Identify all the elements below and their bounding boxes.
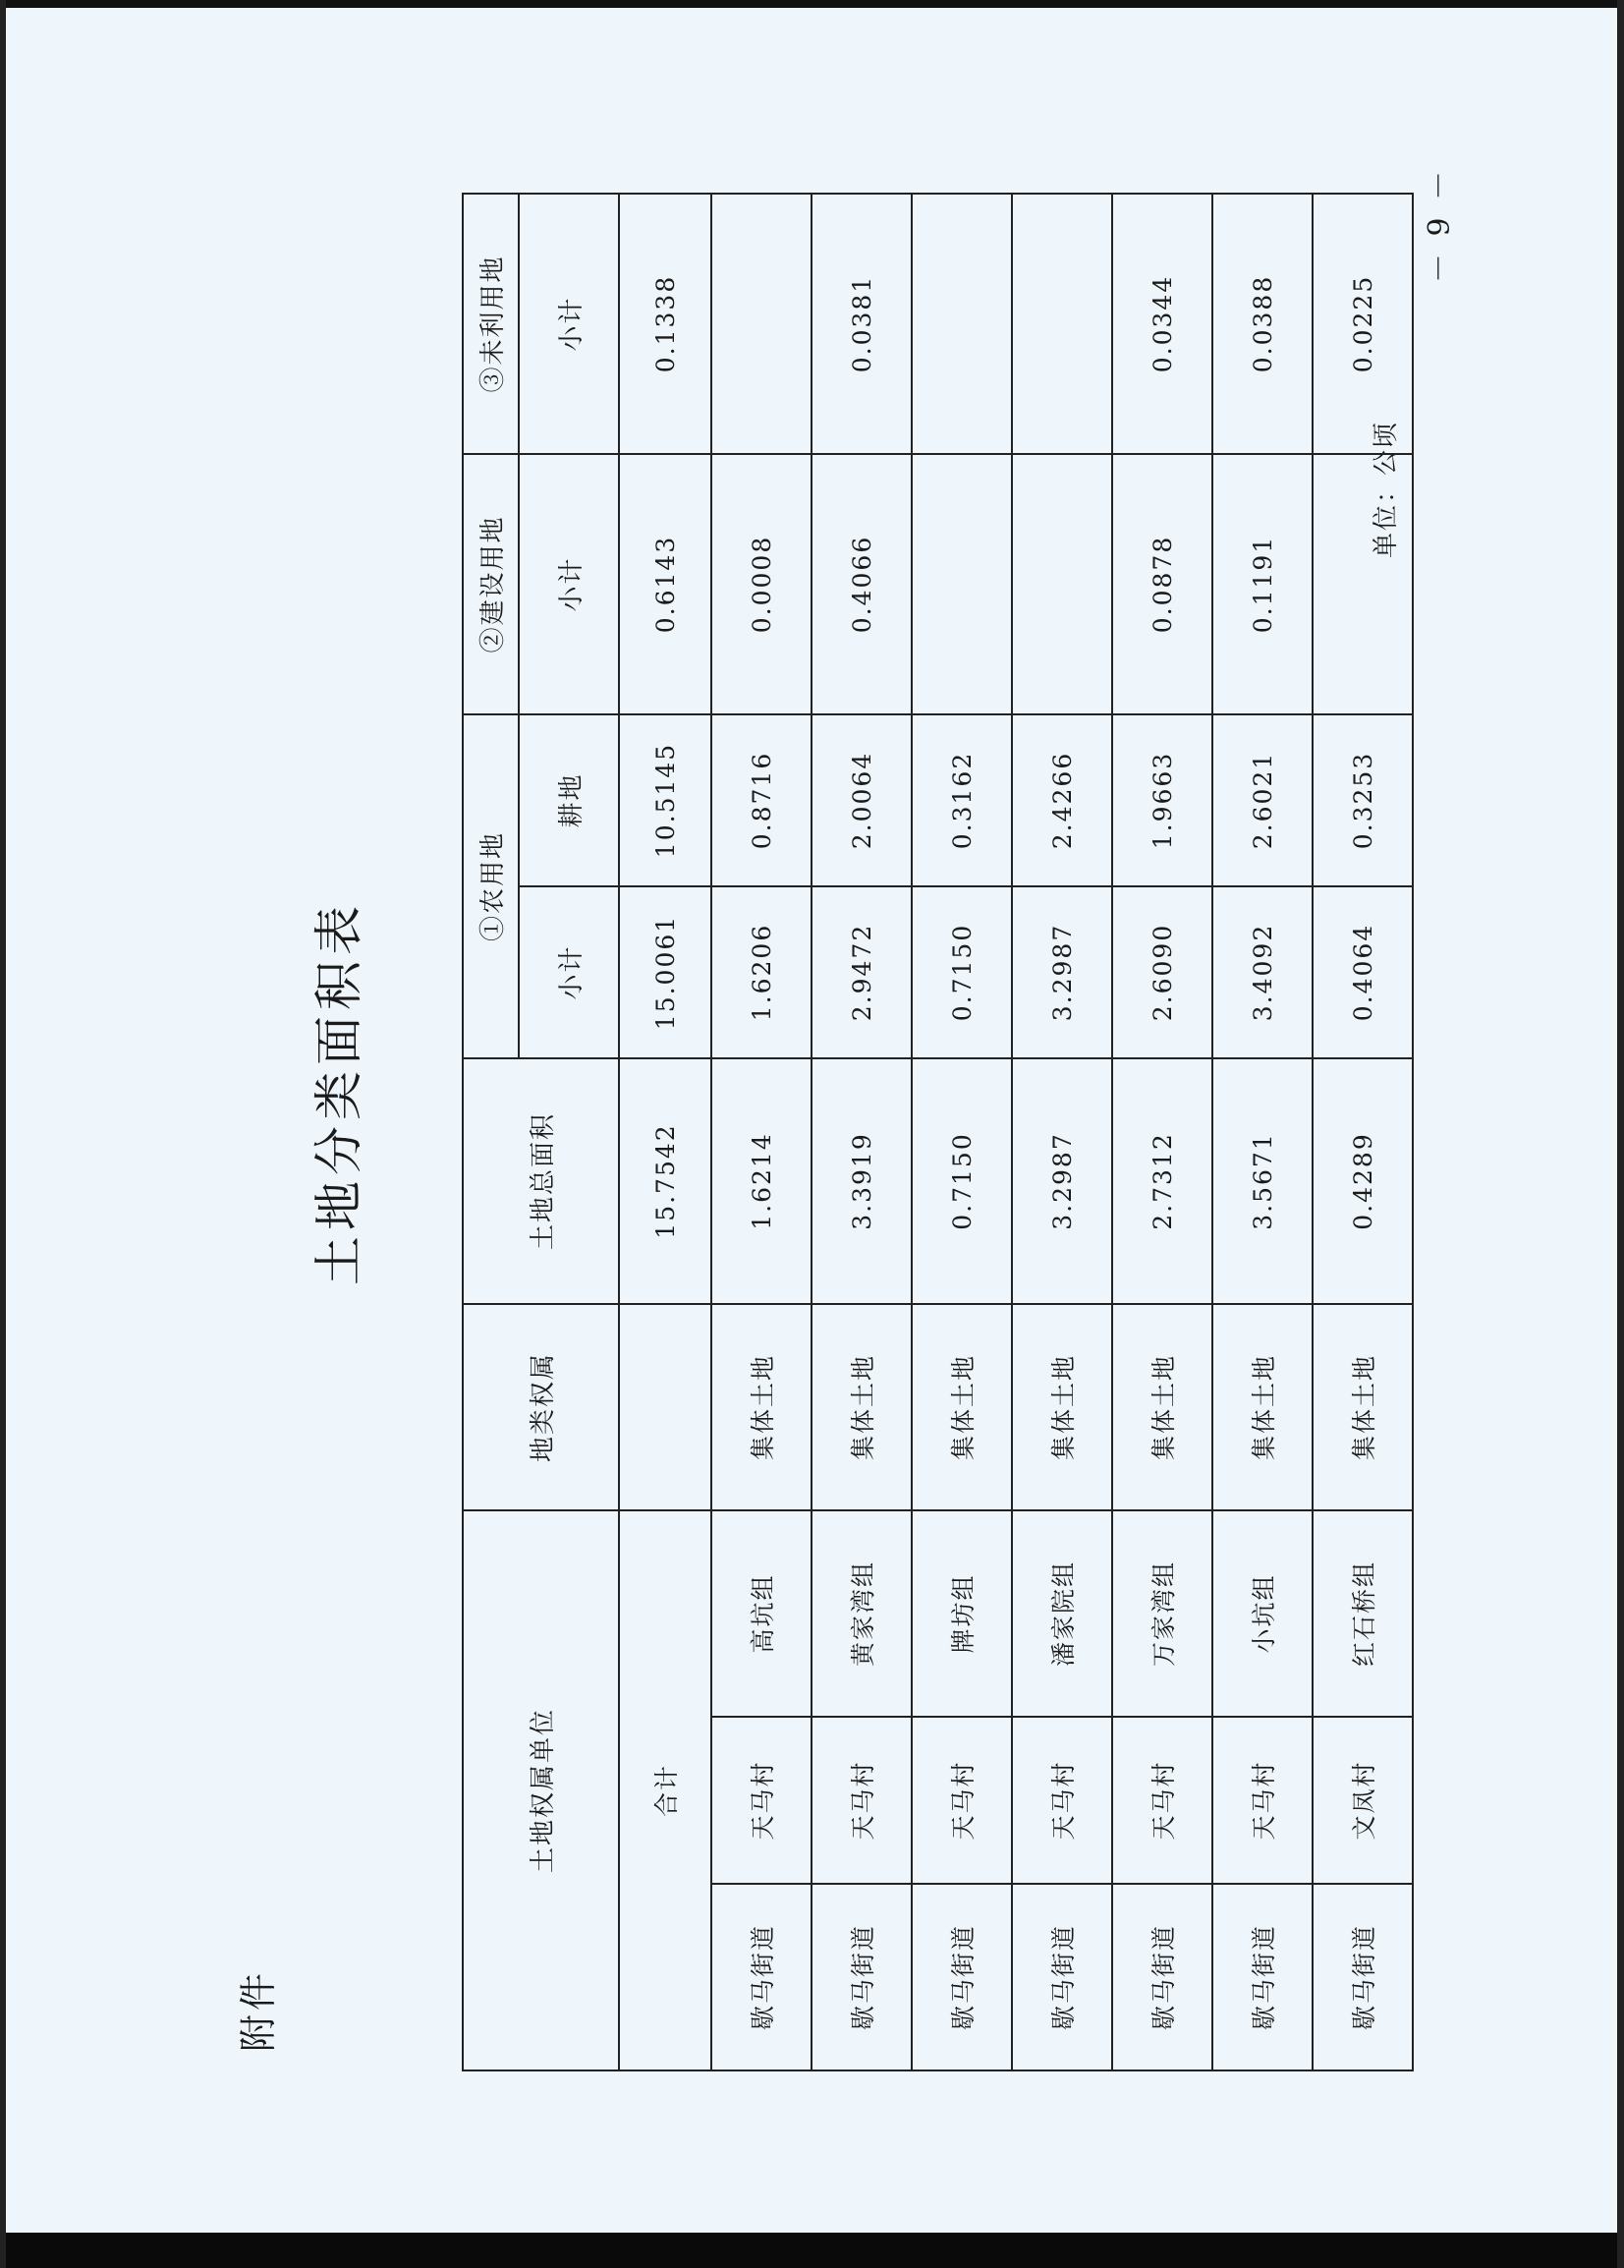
village-cell: 天马村 [1212, 1717, 1313, 1884]
table-row [1313, 194, 1413, 2070]
agri-subtotal-cell: 3.2987 [1012, 886, 1112, 1058]
page-number: － 9 － [1423, 166, 1457, 283]
unused-subtotal-cell [912, 194, 1012, 454]
header-construction-land: ②建设用地 [463, 454, 519, 714]
unused-subtotal-cell: 0.0388 [1212, 194, 1313, 454]
header-unused-subtotal: 小计 [519, 194, 619, 454]
table-row [1212, 194, 1313, 2070]
group-cell: 潘家院组 [1012, 1510, 1112, 1717]
header-total-area: 土地总面积 [463, 1058, 619, 1304]
construction-subtotal-cell: 0.1191 [1212, 454, 1313, 714]
table-row [812, 194, 912, 2070]
village-cell: 文凤村 [1313, 1717, 1413, 1884]
village-cell: 天马村 [912, 1717, 1012, 1884]
cultivated-cell: 0.3253 [1313, 714, 1413, 886]
agri-subtotal-cell: 0.4064 [1313, 886, 1413, 1058]
street-cell: 歇马街道 [1012, 1884, 1112, 2070]
cultivated-cell: 2.0064 [812, 714, 912, 886]
group-cell: 万家湾组 [1112, 1510, 1212, 1717]
cultivated-cell: 2.4266 [1012, 714, 1112, 886]
construction-subtotal-cell: 0.4066 [812, 454, 912, 714]
ownership-cell: 集体土地 [812, 1304, 912, 1510]
ownership-cell: 集体土地 [1313, 1304, 1413, 1510]
ownership-cell: 集体土地 [912, 1304, 1012, 1510]
street-cell: 歇马街道 [912, 1884, 1012, 2070]
unused-subtotal-cell: 0.0344 [1112, 194, 1212, 454]
village-cell: 天马村 [1112, 1717, 1212, 1884]
header-construction-subtotal: 小计 [519, 454, 619, 714]
cultivated-cell: 0.3162 [912, 714, 1012, 886]
header-land-ownership: 地类权属 [463, 1304, 619, 1510]
unused-subtotal-cell [1012, 194, 1112, 454]
total-cultivated: 10.5145 [619, 714, 711, 886]
group-cell: 小坑组 [1212, 1510, 1313, 1717]
header-agri-subtotal: 小计 [519, 886, 619, 1058]
unit-label: 单位：公顷 [1372, 420, 1401, 558]
total-area-cell: 3.5671 [1212, 1058, 1313, 1304]
page-title: 土地分类面积表 [310, 900, 367, 1285]
ownership-cell: 集体土地 [1212, 1304, 1313, 1510]
agri-subtotal-cell: 2.6090 [1112, 886, 1212, 1058]
cultivated-cell: 2.6021 [1212, 714, 1313, 886]
construction-subtotal-cell: 0.0008 [711, 454, 812, 714]
ownership-cell: 集体土地 [1012, 1304, 1112, 1510]
table-row [912, 194, 1012, 2070]
total-row [619, 194, 711, 2070]
village-cell: 天马村 [711, 1717, 812, 1884]
total-area-cell: 1.6214 [711, 1058, 812, 1304]
agri-subtotal-cell: 0.7150 [912, 886, 1012, 1058]
attachment-label: 附件 [237, 1968, 280, 2052]
cultivated-cell: 1.9663 [1112, 714, 1212, 886]
total-construction-subtotal: 0.6143 [619, 454, 711, 714]
unused-subtotal-cell [711, 194, 812, 454]
unused-subtotal-cell: 0.0381 [812, 194, 912, 454]
total-area-cell: 0.7150 [912, 1058, 1012, 1304]
land-classification-table [462, 193, 1414, 2071]
village-cell: 天马村 [812, 1717, 912, 1884]
construction-subtotal-cell [912, 454, 1012, 714]
construction-subtotal-cell: 0.0878 [1112, 454, 1212, 714]
street-cell: 歇马街道 [1313, 1884, 1413, 2070]
ownership-cell: 集体土地 [711, 1304, 812, 1510]
group-cell: 黄家湾组 [812, 1510, 912, 1717]
table-row [711, 194, 812, 2070]
group-cell: 牌坊组 [912, 1510, 1012, 1717]
agri-subtotal-cell: 2.9472 [812, 886, 912, 1058]
agri-subtotal-cell: 1.6206 [711, 886, 812, 1058]
village-cell: 天马村 [1012, 1717, 1112, 1884]
street-cell: 歇马街道 [1112, 1884, 1212, 2070]
header-cultivated: 耕地 [519, 714, 619, 886]
street-cell: 歇马街道 [1212, 1884, 1313, 2070]
header-agri-land: ①农用地 [463, 714, 519, 1058]
header-owner-unit: 土地权属单位 [463, 1510, 619, 2070]
total-area: 15.7542 [619, 1058, 711, 1304]
group-cell: 红石桥组 [1313, 1510, 1413, 1717]
street-cell: 歇马街道 [812, 1884, 912, 2070]
total-ownership-cell [619, 1304, 711, 1510]
total-unused-subtotal: 0.1338 [619, 194, 711, 454]
table-row [1112, 194, 1212, 2070]
ownership-cell: 集体土地 [1112, 1304, 1212, 1510]
table-row [1012, 194, 1112, 2070]
construction-subtotal-cell [1012, 454, 1112, 714]
group-cell: 高坑组 [711, 1510, 812, 1717]
total-area-cell: 3.2987 [1012, 1058, 1112, 1304]
street-cell: 歇马街道 [711, 1884, 812, 2070]
total-agri-subtotal: 15.0061 [619, 886, 711, 1058]
total-area-cell: 3.3919 [812, 1058, 912, 1304]
total-area-cell: 0.4289 [1313, 1058, 1413, 1304]
cultivated-cell: 0.8716 [711, 714, 812, 886]
unused-subtotal-cell: 0.0225 [1313, 194, 1413, 454]
total-label: 合计 [619, 1510, 711, 2070]
header-row-1 [463, 194, 519, 2070]
agri-subtotal-cell: 3.4092 [1212, 886, 1313, 1058]
header-unused-land: ③未利用地 [463, 194, 519, 454]
construction-subtotal-cell [1313, 454, 1413, 714]
total-area-cell: 2.7312 [1112, 1058, 1212, 1304]
